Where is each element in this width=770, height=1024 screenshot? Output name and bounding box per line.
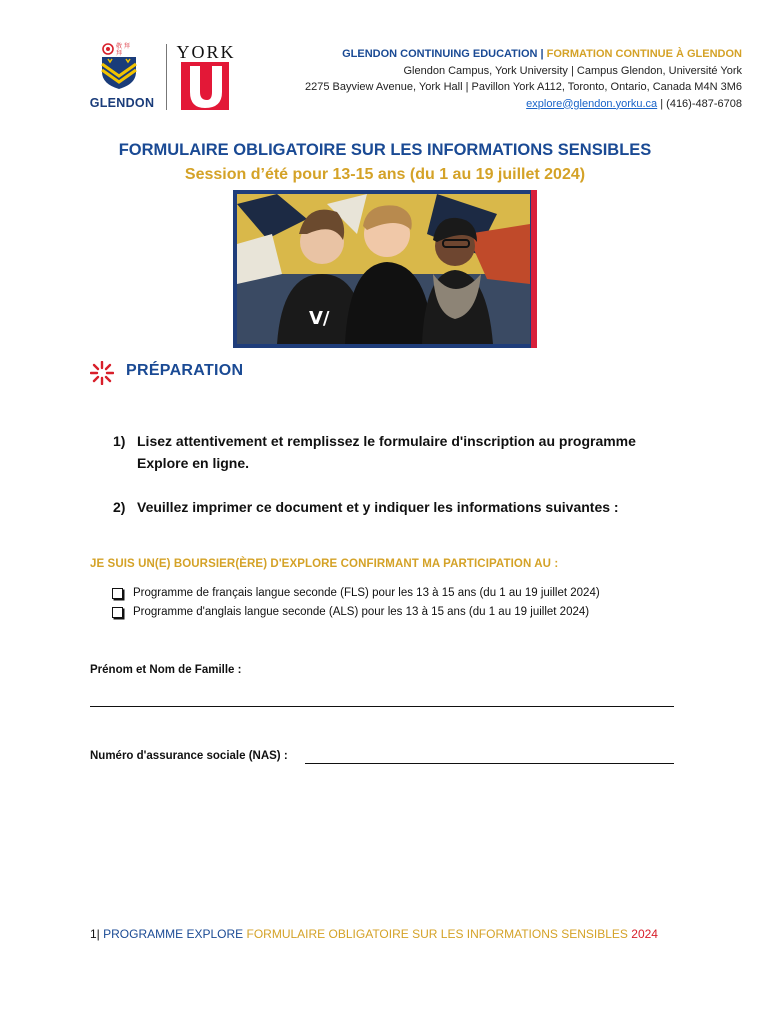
header-phone: | (416)-487-6708 [657,97,742,110]
header-title: GLENDON CONTINUING EDUCATION | FORMATION CONTINUE À GLENDON [342,48,742,60]
york-logo [175,40,237,112]
name-label: Prénom et Nom de Famille : [90,664,242,676]
glendon-logo [88,42,156,116]
option-label: Programme de français langue seconde (FLS) pour les 13 à 15 ans (du 1 au 19 juillet 2024) [133,587,600,599]
document-title: FORMULAIRE OBLIGATOIRE SUR LES INFORMATIONS SENSIBLES [118,141,652,159]
footer-program: PROGRAMME EXPLORE [103,927,244,941]
email-link[interactable]: explore@glendon.yorku.ca [526,97,658,110]
step-number: 2) [113,499,126,515]
logo-divider [166,44,167,110]
header-campus: Glendon Campus, York University | Campus Glendon, Université York [403,64,742,77]
footer-year: 2024 [631,927,658,941]
svg-text:敬 拜: 敬 拜 [116,43,130,50]
svg-text:拜: 拜 [116,50,123,57]
step-text: Veuillez imprimer ce document et y indiquer les informations suivantes : [137,499,619,515]
option-label: Programme d'anglais langue seconde (ALS) pour les 13 à 15 ans (du 1 au 19 juillet 2024) [133,606,590,618]
svg-text:V/: V/ [309,308,330,329]
students-photo [233,190,537,348]
photo-red-bar [531,190,537,348]
sin-label: Numéro d'assurance sociale (NAS) : [90,750,288,762]
checkbox-icon[interactable] [112,588,123,599]
checkbox-icon[interactable] [112,607,123,618]
york-wordmark: YORK [176,42,236,62]
glendon-crest-icon [100,42,138,90]
york-u-icon [181,62,229,110]
step-number: 1) [113,433,126,449]
option-fls[interactable] [112,587,600,599]
name-field-line[interactable] [90,706,674,707]
page-number: 1| [90,927,100,941]
footer-form: FORMULAIRE OBLIGATOIRE SUR LES INFORMATIONS SENSIBLES [246,927,628,941]
document-subtitle: Session d’été pour 13-15 ans (du 1 au 19 juillet 2024) [184,166,586,183]
section-title: PRÉPARATION [126,362,244,379]
sin-field-line[interactable] [305,763,674,764]
confirm-heading: JE SUIS UN(E) BOURSIER(ÈRE) D'EXPLORE CONFIRMANT MA PARTICIPATION AU : [90,558,559,570]
step-text: Lisez attentivement et remplissez le formulaire d'inscription au programme Explore en ligne. [137,433,636,471]
page-footer [90,927,658,941]
glendon-wordmark: GLENDON [89,96,155,110]
step-item [113,430,673,474]
step-item [113,496,673,518]
starburst-icon [90,361,114,385]
option-als[interactable] [112,606,589,618]
header-address: 2275 Bayview Avenue, York Hall | Pavillon York A112, Toronto, Ontario, Canada M4N 3M6 [304,81,742,93]
header-title-fr: FORMATION CONTINUE À GLENDON [546,48,742,60]
header-contact [305,46,742,112]
header-title-en: GLENDON CONTINUING EDUCATION [342,48,538,60]
